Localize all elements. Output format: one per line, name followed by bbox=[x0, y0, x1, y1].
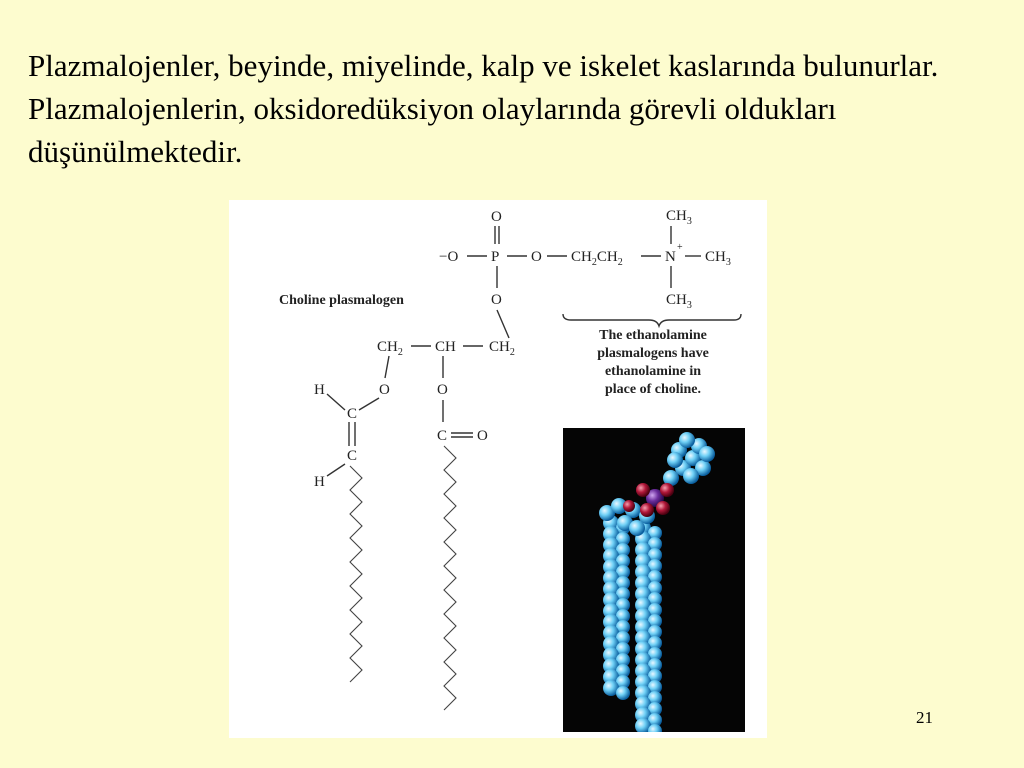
bond bbox=[327, 394, 345, 410]
model-atom bbox=[660, 483, 674, 497]
plasmalogen-figure bbox=[229, 200, 767, 738]
molecule-model-icon bbox=[563, 428, 745, 732]
acyl-chain bbox=[444, 446, 456, 710]
paragraph: Plazmalojenler, beyinde, miyelinde, kalp ve iskelet kaslarında bulunurlar. Plazmalojenlerin, oksidoredüksiyon olaylarında görevli oldukları düşünülmektedir. bbox=[28, 48, 939, 169]
methyl-bottom: $CH_3$ bbox=[666, 292, 692, 311]
model-atom bbox=[683, 468, 699, 484]
model-atom bbox=[679, 432, 695, 448]
vinyl-h-top: H bbox=[314, 382, 325, 398]
bond bbox=[385, 356, 389, 378]
note-line-2: plasmalogens have bbox=[597, 346, 709, 361]
vinyl-c2: C bbox=[347, 448, 358, 464]
nitrogen: N bbox=[665, 249, 676, 265]
glycerol-o: O bbox=[491, 292, 502, 308]
ch2-right: $CH_2$ bbox=[489, 339, 515, 358]
methyl-top: $CH_3$ bbox=[666, 208, 692, 227]
model-atom bbox=[636, 483, 650, 497]
ch2-left: $CH_2$ bbox=[377, 339, 403, 358]
methyl-right: $CH_3$ bbox=[705, 249, 731, 268]
ether-o: O bbox=[379, 382, 390, 398]
slide-text bbox=[28, 44, 988, 173]
figure-label: Choline plasmalogen bbox=[279, 293, 404, 308]
o-minus: −O bbox=[439, 249, 459, 265]
model-atom bbox=[623, 500, 635, 512]
ester-oxygen: O bbox=[531, 249, 542, 265]
model-atom bbox=[616, 686, 630, 700]
n-plus: + bbox=[677, 242, 683, 253]
bond bbox=[327, 464, 345, 476]
ch-middle: CH bbox=[435, 339, 456, 355]
phosphate-double-o: O bbox=[491, 209, 502, 225]
ch2ch2: $CH_2CH_2$ bbox=[571, 249, 623, 268]
alkenyl-chain bbox=[350, 466, 362, 682]
space-filling-model bbox=[563, 428, 745, 732]
ester-o: O bbox=[437, 382, 448, 398]
model-atom bbox=[667, 452, 683, 468]
carbonyl-o: O bbox=[477, 428, 488, 444]
model-atom bbox=[640, 503, 654, 517]
vinyl-h-bottom: H bbox=[314, 474, 325, 490]
model-atom bbox=[629, 520, 645, 536]
brace bbox=[563, 314, 741, 326]
page-number: 21 bbox=[916, 708, 933, 727]
model-atom bbox=[699, 446, 715, 462]
bond bbox=[359, 398, 379, 410]
note-line-4: place of choline. bbox=[604, 382, 702, 397]
note-line-1: The ethanolamine bbox=[599, 328, 707, 343]
bond bbox=[497, 310, 509, 338]
note-line-3: ethanolamine in bbox=[604, 364, 702, 379]
vinyl-c1: C bbox=[347, 406, 358, 422]
carbonyl-c: C bbox=[437, 428, 448, 444]
model-atom bbox=[656, 501, 670, 515]
phosphorus: P bbox=[491, 249, 500, 265]
